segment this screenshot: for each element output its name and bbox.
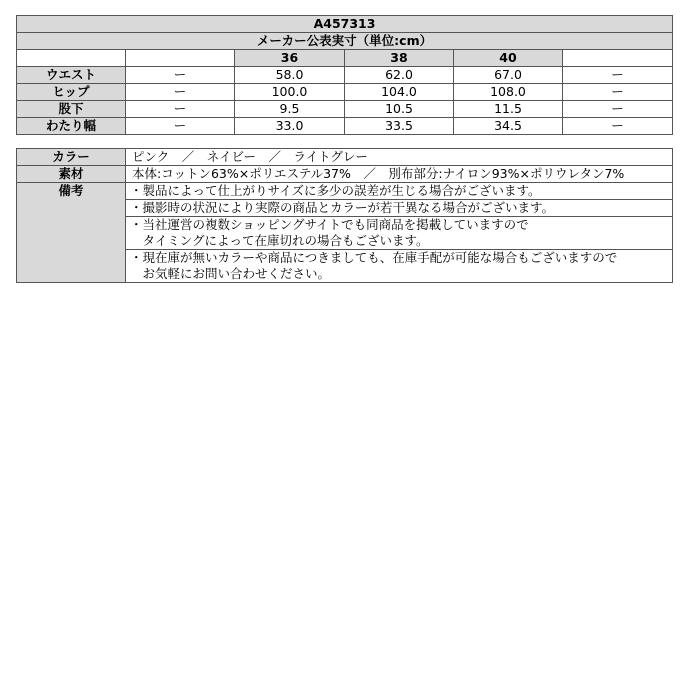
size-header: 36: [235, 50, 345, 67]
measurement-value: 11.5: [454, 101, 563, 118]
measurement-value: ー: [563, 67, 673, 84]
measurement-value: ー: [563, 84, 673, 101]
measurement-value: 33.0: [235, 118, 345, 135]
measurement-row-hip: [17, 84, 673, 101]
measurement-value: ー: [126, 84, 235, 101]
measurement-row-inseam: [17, 101, 673, 118]
notes-label: 備考: [17, 183, 126, 283]
measurement-row-thigh: [17, 118, 673, 135]
measurement-value: ー: [563, 118, 673, 135]
note-line: ・製品によって仕上がりサイズに多少の誤差が生じる場合がございます。: [130, 183, 541, 198]
size-header-row: [17, 50, 673, 67]
row-label: ウエスト: [17, 67, 126, 84]
size-header: [563, 50, 673, 67]
note-item: [126, 217, 673, 250]
measurement-value: 33.5: [345, 118, 454, 135]
product-code-row: [17, 16, 673, 33]
size-header: 38: [345, 50, 454, 67]
size-chart-subtitle: メーカー公表実寸（単位:cm）: [17, 33, 673, 50]
row-label: ヒップ: [17, 84, 126, 101]
color-label: カラー: [17, 149, 126, 166]
measurement-value: ー: [126, 67, 235, 84]
subtitle-row: [17, 33, 673, 50]
measurement-value: ー: [563, 101, 673, 118]
note-line: ・撮影時の状況により実際の商品とカラーが若干異なる場合がございます。: [130, 200, 555, 215]
measurement-row-waist: [17, 67, 673, 84]
size-header: 40: [454, 50, 563, 67]
measurement-value: ー: [126, 101, 235, 118]
size-chart-table: [16, 15, 673, 135]
note-line: ・当社運営の複数ショッピングサイトでも同商品を掲載していますので: [130, 217, 529, 232]
measurement-value: 100.0: [235, 84, 345, 101]
note-line: タイミングによって在庫切れの場合もございます。: [130, 233, 429, 248]
measurement-value: 9.5: [235, 101, 345, 118]
corner-cell: [17, 50, 126, 67]
color-row: [17, 149, 673, 166]
note-item: [126, 250, 673, 283]
color-value: ピンク ／ ネイビー ／ ライトグレー: [126, 149, 673, 166]
size-header: [126, 50, 235, 67]
note-line: ・現在庫が無いカラーや商品につきましても、在庫手配が可能な場合もございますので: [130, 250, 618, 265]
measurement-value: 10.5: [345, 101, 454, 118]
measurement-value: 67.0: [454, 67, 563, 84]
measurement-value: 104.0: [345, 84, 454, 101]
note-line: お気軽にお問い合わせください。: [130, 266, 331, 281]
row-label: わたり幅: [17, 118, 126, 135]
note-item: [126, 183, 673, 200]
measurement-value: 62.0: [345, 67, 454, 84]
note-row: [17, 183, 673, 200]
measurement-value: ー: [126, 118, 235, 135]
material-value: 本体:コットン63%×ポリエステル37% ／ 別布部分:ナイロン93%×ポリウレタン7%: [126, 166, 673, 183]
product-info-table: [16, 148, 673, 283]
measurement-value: 108.0: [454, 84, 563, 101]
note-item: [126, 200, 673, 217]
material-row: [17, 166, 673, 183]
measurement-value: 58.0: [235, 67, 345, 84]
row-label: 股下: [17, 101, 126, 118]
material-label: 素材: [17, 166, 126, 183]
product-code: A457313: [17, 16, 673, 33]
measurement-value: 34.5: [454, 118, 563, 135]
